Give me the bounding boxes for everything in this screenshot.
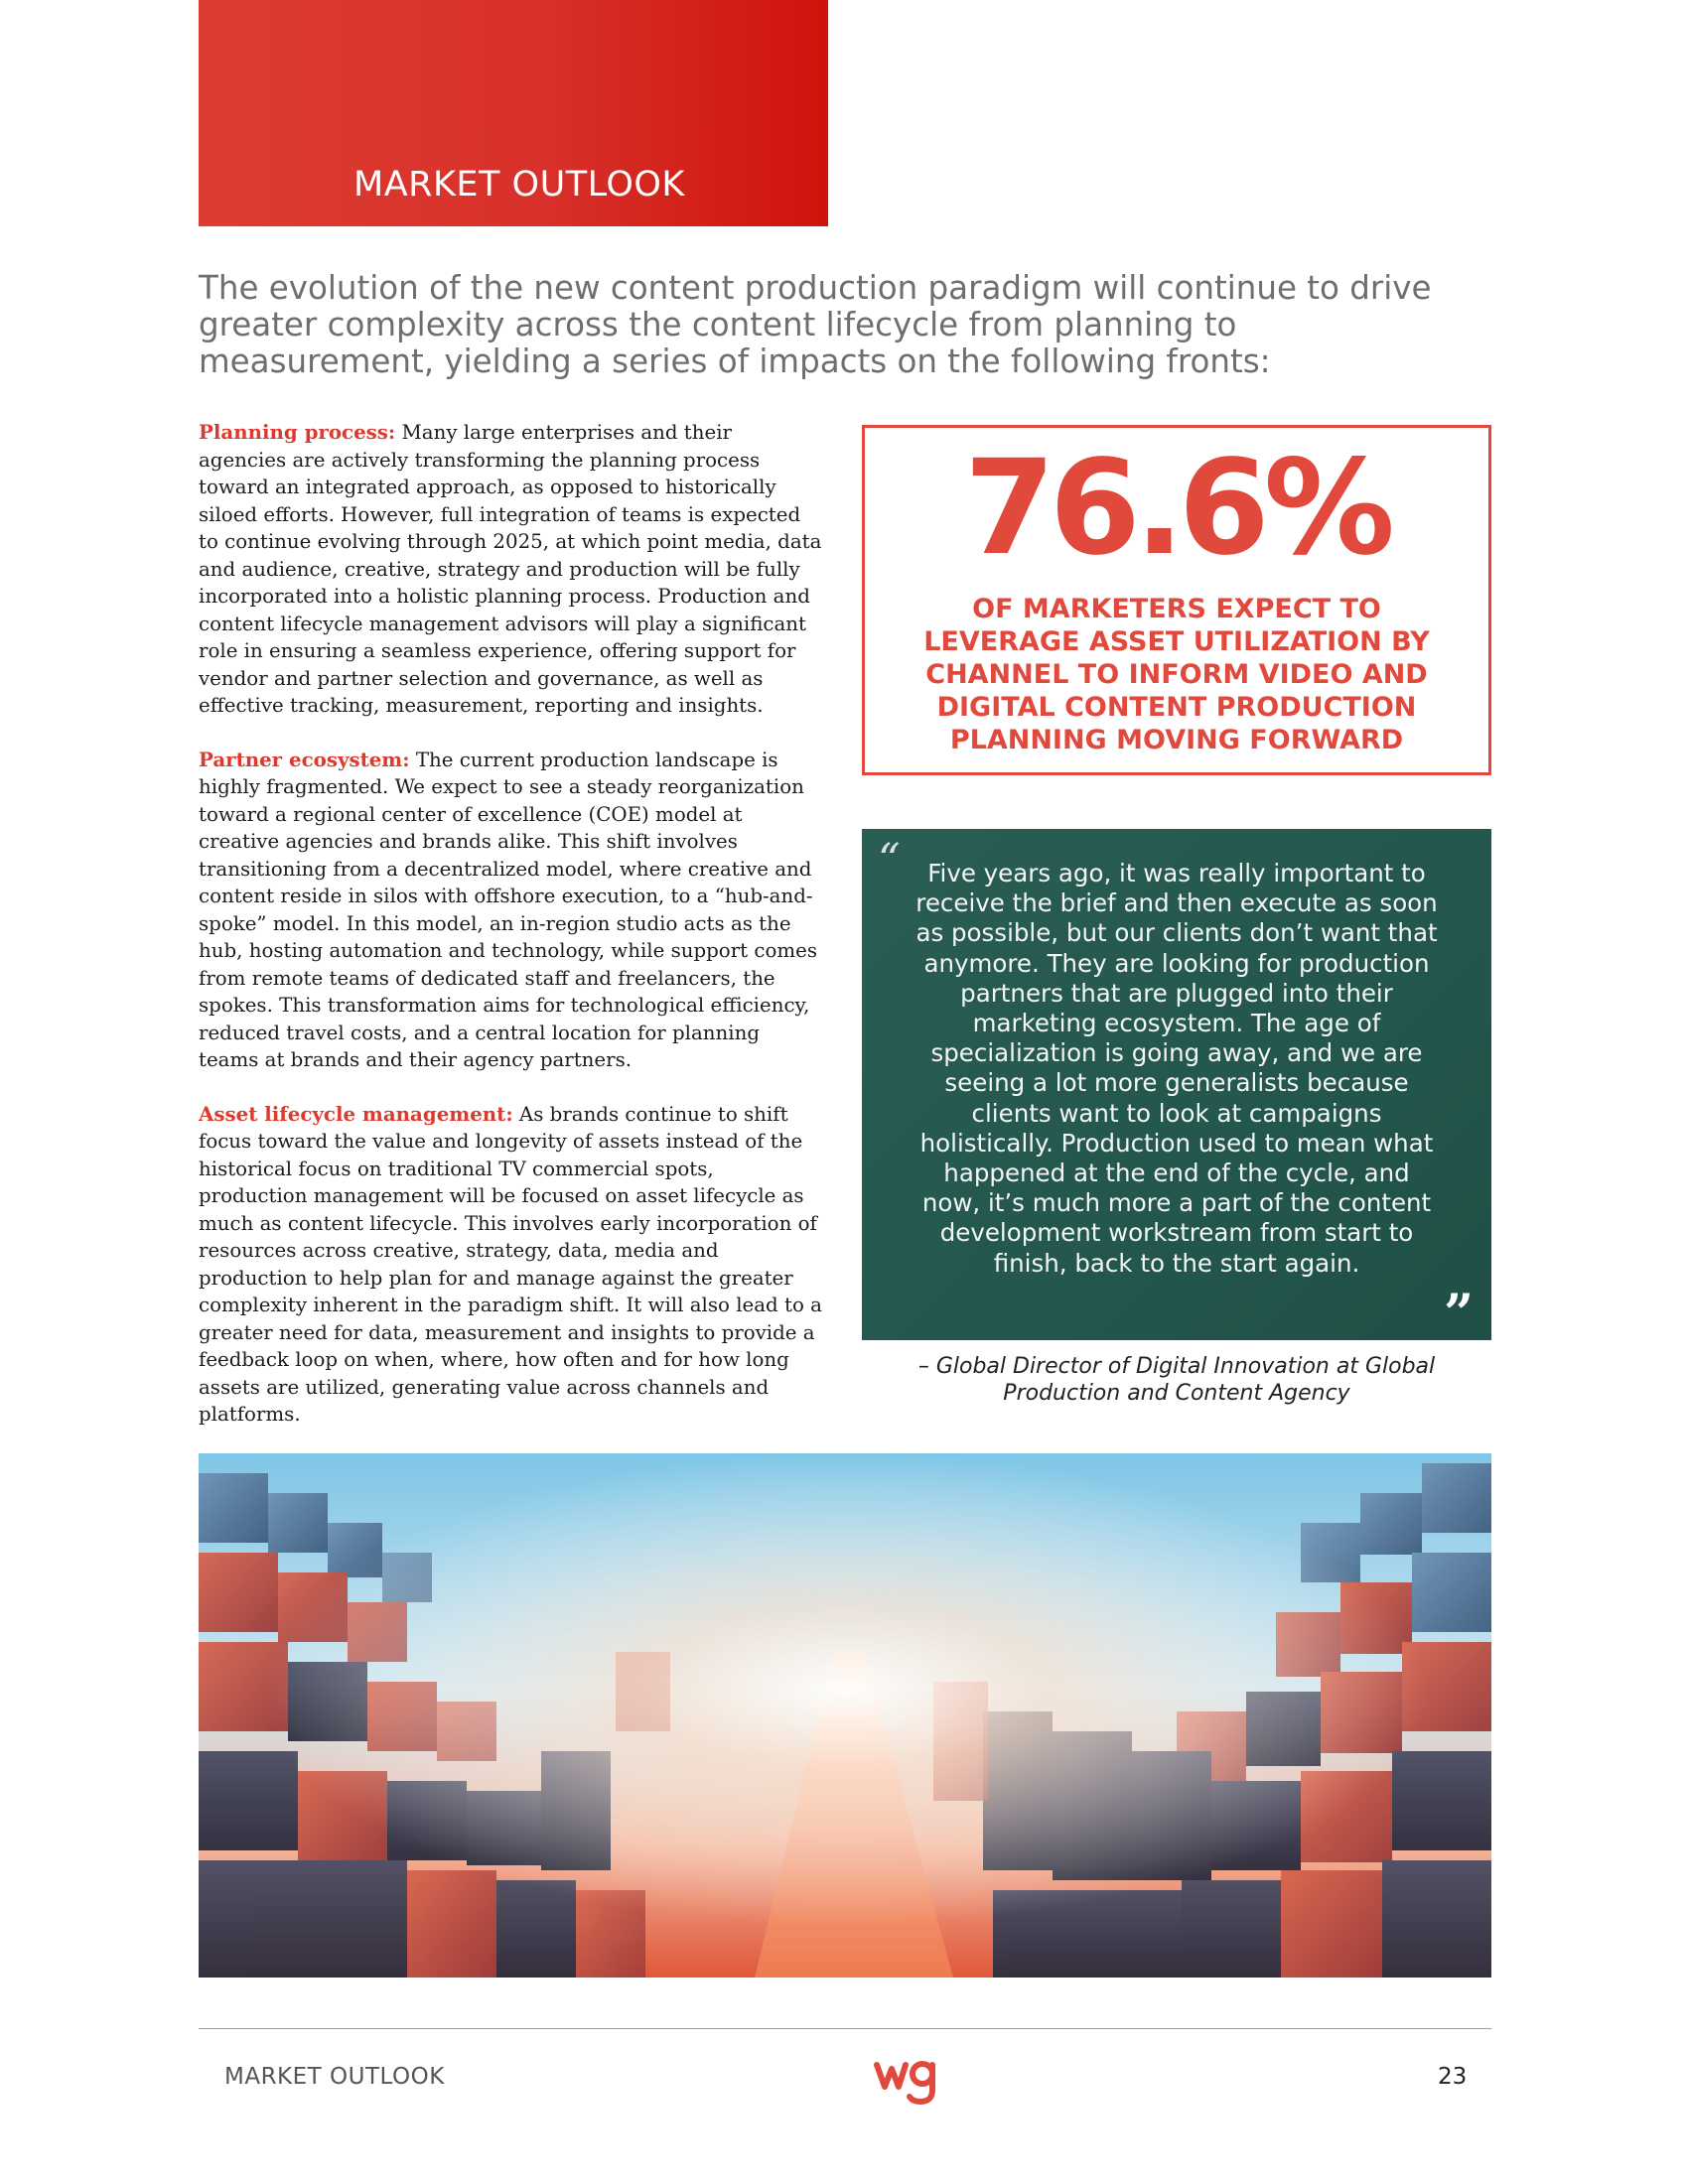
- section-planning: [199, 419, 824, 720]
- section-text: Many large enterprises and their agencies are actively transforming the planning process toward an integrated approach, as opposed to historically siloed efforts. However, full integration of teams is expected to continue evolving through 2025, at which point media, data and audience, creative, strategy and production will be fully incorporated into a holistic planning process. Production and content lifecycle management advisors will play a significant role in ensuring a seamless experience, offering support for vendor and partner selection and governance, as well as effective tracking, measurement, reporting and insights.: [199, 421, 822, 717]
- section-asset-lifecycle: [199, 1101, 824, 1429]
- intro-paragraph: The evolution of the new content production paradigm will continue to drive greater complexity across the content lifecycle from planning to measurement, yielding a series of impacts on the following fronts:: [199, 269, 1432, 380]
- section-heading: Planning process:: [199, 420, 396, 444]
- stat-value: 76.6%: [964, 432, 1389, 585]
- abstract-cubes-illustration: [199, 1453, 1491, 1978]
- wg-logo: [874, 2057, 939, 2109]
- section-partner-ecosystem: [199, 747, 824, 1074]
- section-text: As brands continue to shift focus toward the value and longevity of assets instead of the historical focus on traditional TV commercial spots, production management will be focused on asset lifecycle as much as content lifecycle. This involves early incorporation of resources across creative, strategy, data, media and production to help plan for and manage against the greater complexity inherent in the paradigm shift. It will also lead to a greater need for data, measurement and insights to provide a feedback loop on when, where, how often and for how long assets are utilized, generating value across channels and platforms.: [199, 1102, 822, 1426]
- page-number: 23: [1438, 2064, 1468, 2090]
- quote-text: Five years ago, it was really important to receive the brief and then execute as soon as possible, but our clients don’t want that anymore. They are looking for production partners that are plugged into their marketing ecosystem. The age of specialization is going away, and we are seeing a lot more generalists because clients want to look at campaigns holistically. Production used to mean what happened at the end of the cycle, and now, it’s much more a part of the content development workstream from start to finish, back to the start again.: [915, 859, 1438, 1278]
- stat-callout: [862, 425, 1491, 775]
- hero-image: [199, 1453, 1491, 1978]
- wg-logo-icon: [874, 2057, 939, 2105]
- section-title: MARKET OUTLOOK: [353, 165, 685, 205]
- footer-divider: [199, 2028, 1491, 2029]
- quote-attribution: – Global Director of Digital Innovation at Global Production and Content Agency: [917, 1354, 1436, 1406]
- stat-caption: OF MARKETERS EXPECT TO LEVERAGE ASSET UTILIZATION BY CHANNEL TO INFORM VIDEO AND DIGITAL CONTENT PRODUCTION PLANNING MOVING FORWARD: [923, 594, 1430, 755]
- footer-section-label: MARKET OUTLOOK: [224, 2064, 445, 2090]
- header-banner: [199, 0, 828, 226]
- close-quote-icon: ”: [1444, 1284, 1474, 1344]
- open-quote-icon: “: [878, 835, 901, 886]
- section-text: The current production landscape is highly fragmented. We expect to see a steady reorganization toward a regional center of excellence (COE) model at creative agencies and brands alike. This shift involves transitioning from a decentralized model, where creative and content reside in silos with offshore execution, to a “hub-and-spoke” model. In this model, an in-region studio acts as the hub, hosting automation and technology, while support comes from remote teams of dedicated staff and freelancers, the spokes. This transformation aims for technological efficiency, reduced travel costs, and a central location for planning teams at brands and their agency partners.: [199, 748, 818, 1071]
- quote-panel: [862, 829, 1491, 1344]
- section-heading: Partner ecosystem:: [199, 747, 410, 771]
- body-column: [199, 419, 824, 1455]
- section-heading: Asset lifecycle management:: [199, 1101, 513, 1126]
